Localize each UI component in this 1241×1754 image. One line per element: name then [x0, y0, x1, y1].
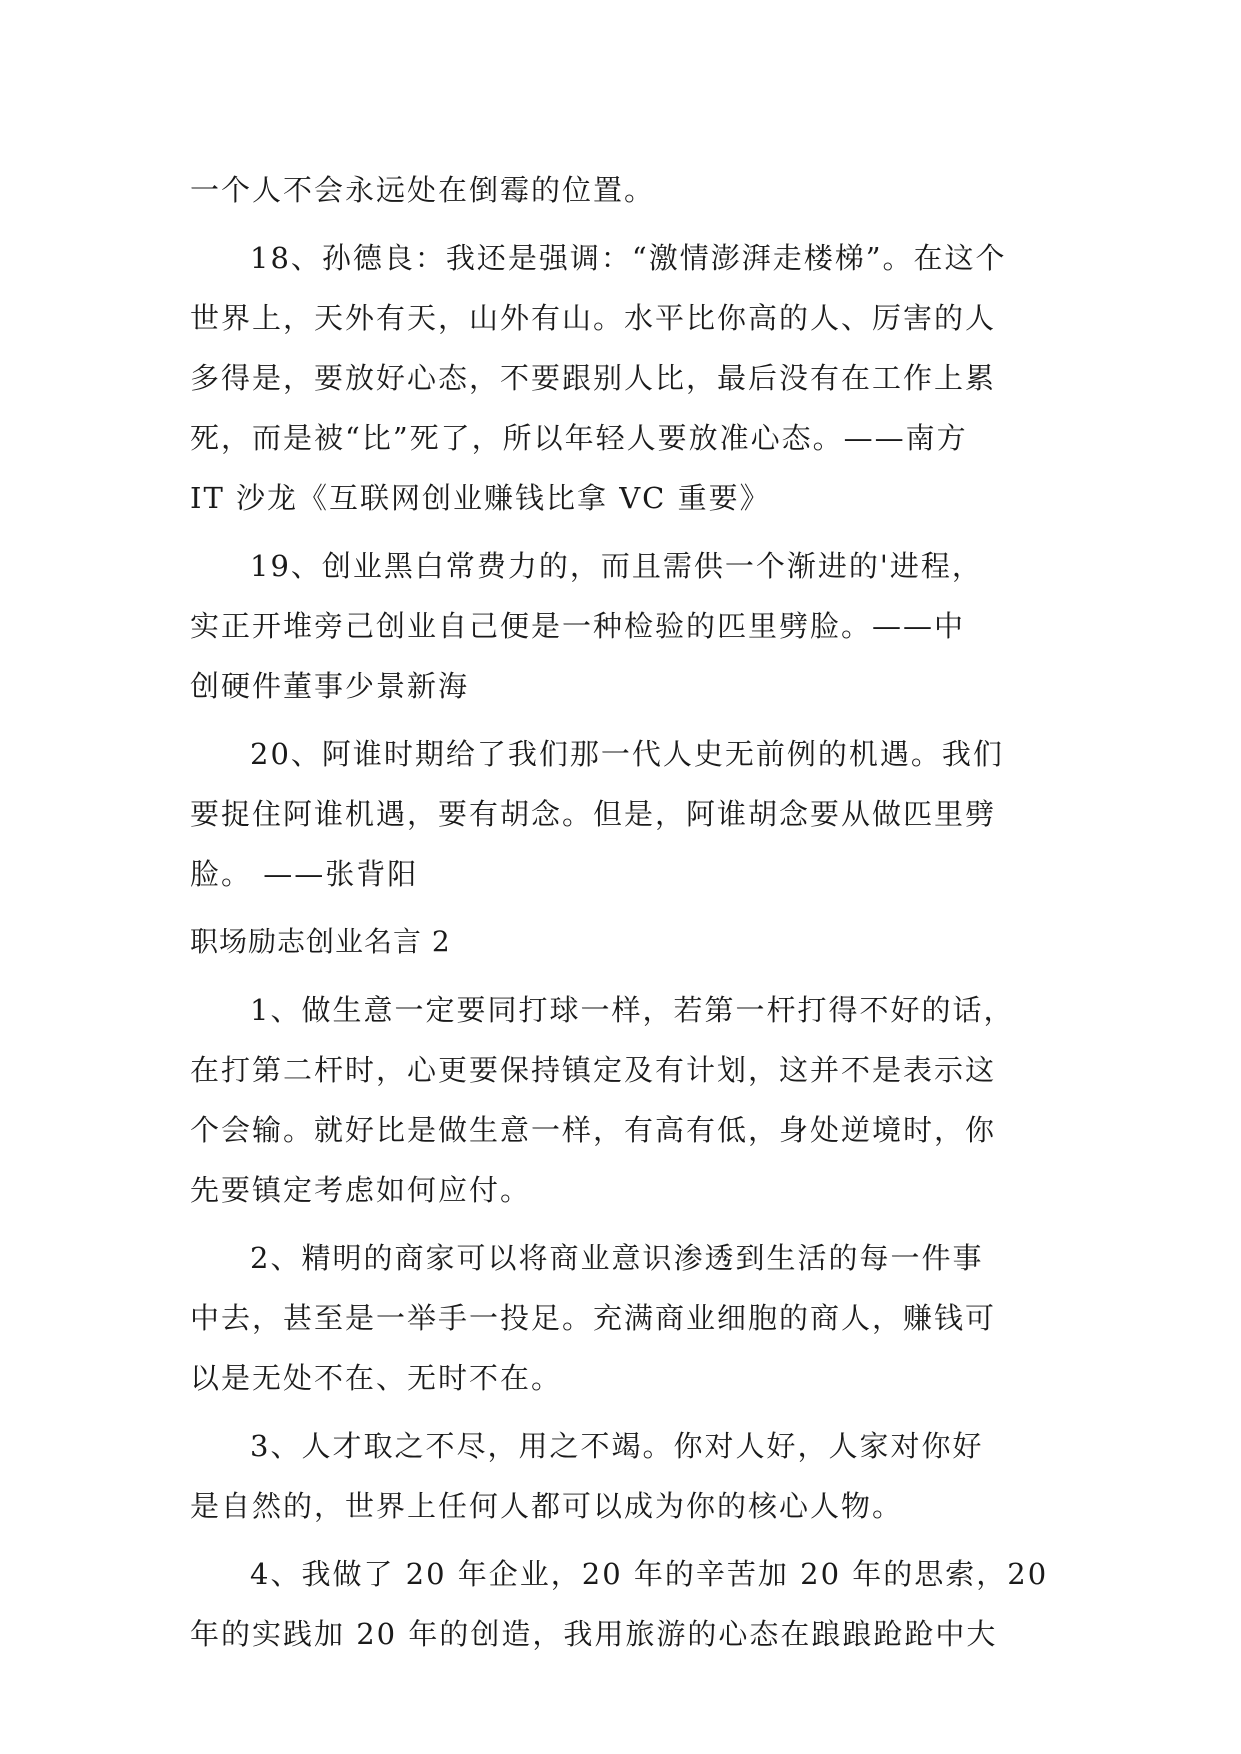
text-line: IT 沙龙《互联网创业赚钱比拿 VC 重要》 [190, 481, 771, 515]
text-line: 20、阿谁时期给了我们那一代人史无前例的机遇。我们 [250, 737, 1004, 771]
text-line: 个会输。就好比是做生意一样，有高有低，身处逆境时，你 [190, 1113, 997, 1147]
text-line: 多得是，要放好心态，不要跟别人比，最后没有在工作上累 [190, 361, 997, 395]
section-heading: 职场励志创业名言 2 [190, 925, 451, 958]
text-line: 先要镇定考虑如何应付。 [190, 1173, 532, 1207]
text-line: 18、孙德良：我还是强调：“激情澎湃走楼梯”。在这个 [250, 241, 1007, 275]
paragraph-gap [190, 1408, 1060, 1416]
text-line: 世界上，天外有天，山外有山。水平比你高的人、厉害的人 [190, 301, 997, 335]
text-line: 要捉住阿谁机遇，要有胡念。但是，阿谁胡念要从做匹里劈 [190, 797, 997, 831]
text-line: 4、我做了 20 年企业，20 年的辛苦加 20 年的思索，20 [250, 1557, 1049, 1591]
paragraph-gap [190, 972, 1060, 980]
text-line: 3、人才取之不尽，用之不竭。你对人好，人家对你好 [250, 1429, 984, 1463]
paragraph-gap [190, 904, 1060, 912]
text-line: 年的实践加 20 年的创造，我用旅游的心态在踉踉跄跄中大 [190, 1617, 998, 1651]
paragraph-gap [190, 528, 1060, 536]
paragraph-gap [190, 1220, 1060, 1228]
text-line: 1、做生意一定要同打球一样，若第一杆打得不好的话， [250, 993, 1015, 1027]
text-line: 在打第二杆时，心更要保持镇定及有计划，这并不是表示这 [190, 1053, 997, 1087]
text-line: 创硬件董事少景新海 [190, 669, 470, 703]
text-line: 19、创业黑白常费力的，而且需供一个渐进的'进程， [250, 549, 983, 583]
text-line: 脸。 ——张背阳 [190, 857, 419, 891]
text-line: 是自然的，世界上任何人都可以成为你的核心人物。 [190, 1489, 904, 1523]
paragraph-gap [190, 716, 1060, 724]
text-line: 死，而是被“比”死了，所以年轻人要放准心态。——南方 [190, 421, 968, 455]
text-line: 实正开堆旁己创业自己便是一种检验的匹里劈脸。——中 [190, 609, 966, 643]
paragraph-gap [190, 1536, 1060, 1544]
text-line: 2、精明的商家可以将商业意识渗透到生活的每一件事 [250, 1241, 984, 1275]
text-line: 一个人不会永远处在倒霉的位置。 [190, 173, 656, 207]
paragraph-gap [190, 220, 1060, 228]
document-body [190, 160, 1060, 1664]
text-line: 以是无处不在、无时不在。 [190, 1361, 563, 1395]
text-line: 中去，甚至是一举手一投足。充满商业细胞的商人，赚钱可 [190, 1301, 997, 1335]
